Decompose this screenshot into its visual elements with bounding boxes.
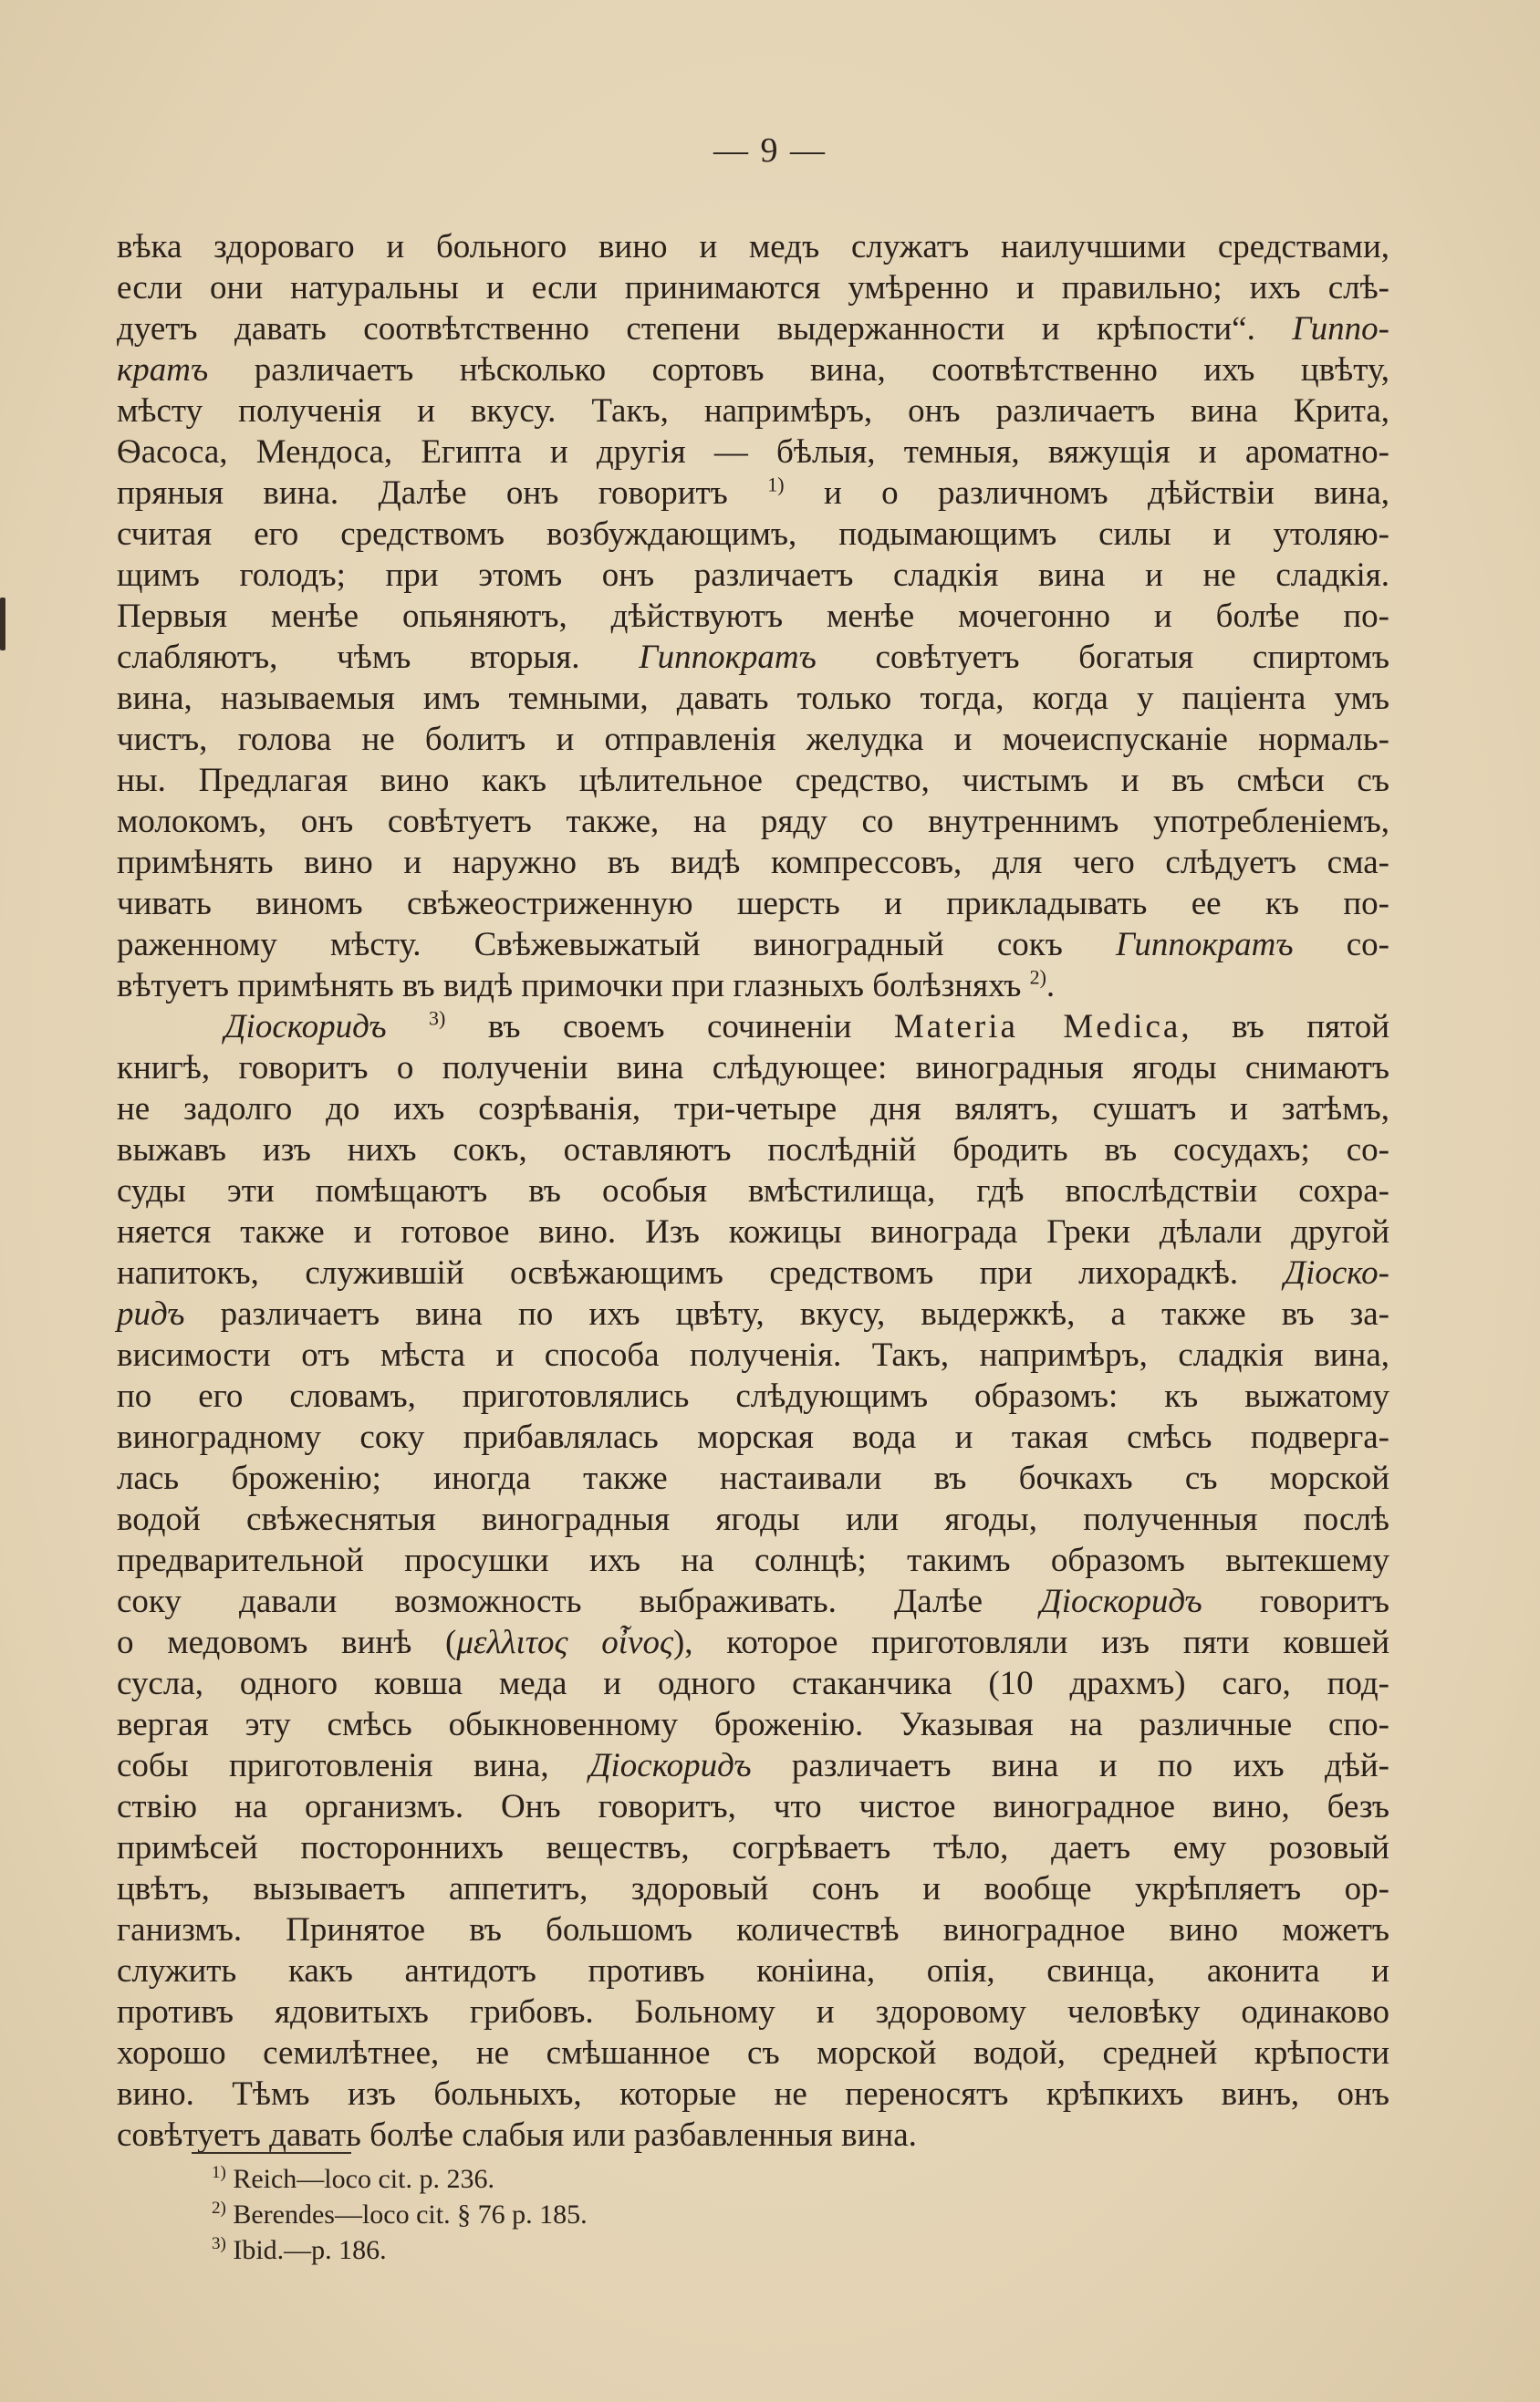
text-line: примѣнять вино и наружно въ видѣ компрессовъ, для чего слѣдуетъ сма- [117,844,1389,881]
text-line: хорошо семилѣтнее, не смѣшанное съ морской водой, средней крѣпости [117,2034,1389,2072]
margin-mark [0,598,5,650]
text-line: о медовомъ винѣ (μελλιτος οἶνος), которое приготовляли изъ пяти ковшей [117,1624,1389,1661]
footnote-mark: 2) [212,2199,226,2218]
author-name: Діоскоридъ [1040,1583,1202,1620]
text-line: если они натуральны и если принимаются умѣренно и правильно; ихъ слѣ- [117,269,1389,307]
footnote: $^{1)}$ Reich—loco cit. p. 236. [212,2163,494,2194]
text-line: вино. Тѣмъ изъ больныхъ, которые не переносятъ крѣпкихъ винъ, онъ [117,2075,1389,2113]
text-line: суды эти помѣщаютъ въ особыя вмѣстилища, гдѣ впослѣдствіи сохра- [117,1172,1389,1210]
text-line: цвѣтъ, вызываетъ аппетитъ, здоровый сонъ и вообще укрѣпляетъ ор- [117,1870,1389,1908]
text-line: напитокъ, служившій освѣжающимъ средствомъ при лихорадкѣ. Діоско- [117,1254,1389,1292]
page-number: — 9 — [713,131,827,170]
footnote: $^{3)}$ Ibid.—p. 186. [212,2234,387,2265]
greek-phrase: μελλιτος οἶνος [456,1624,673,1661]
text-line: дуетъ давать соотвѣтственно степени выдержанности и крѣпости“. Гиппо- [117,310,1389,348]
text-line: книгѣ, говоритъ о полученіи вина слѣдующее: виноградныя ягоды снимаютъ [117,1049,1389,1087]
text-line: слабляютъ, чѣмъ вторыя. Гиппократъ совѣтуетъ богатыя спиртомъ [117,639,1389,676]
text-line: выжавъ изъ нихъ сокъ, оставляютъ послѣдній бродить въ сосудахъ; со- [117,1131,1389,1169]
author-name: Діоскоридъ [224,1008,387,1045]
text-line: виноградному соку прибавлялась морская вода и такая смѣсь подверга- [117,1419,1389,1456]
text-line: вина, называемыя имъ темными, давать только тогда, когда у паціента умъ [117,680,1389,717]
text-line: кратъ различаетъ нѣсколько сортовъ вина, соотвѣтственно ихъ цвѣту, [117,351,1389,389]
text-line: няется также и готовое вино. Изъ кожицы винограда Греки дѣлали другой [117,1213,1389,1251]
text-line: Ѳасоса, Мендоса, Египта и другія — бѣлыя, темныя, вяжущія и ароматно- [117,433,1389,471]
text-line: чивать виномъ свѣжеостриженную шерсть и прикладывать ее къ по- [117,885,1389,922]
text-line: считая его средствомъ возбуждающимъ, подымающимъ силы и утоляю- [117,515,1389,553]
text-line: вѣка здороваго и больного вино и медъ служатъ наилучшими средствами, [117,228,1389,265]
text-line: собы приготовленія вина, Діоскоридъ различаетъ вина и по ихъ дѣй- [117,1747,1389,1784]
text-line: молокомъ, онъ совѣтуетъ также, на ряду со внутреннимъ употребленіемъ, [117,803,1389,840]
text-line: чистъ, голова не болитъ и отправленія желудка и мочеиспусканіе нормаль- [117,721,1389,758]
footnote-divider [192,2152,351,2154]
text-line: висимости отъ мѣста и способа полученія. Такъ, напримѣръ, сладкія вина, [117,1336,1389,1374]
author-name: Гиппократъ [1116,926,1294,963]
author-name: Гиппо- [1292,310,1389,348]
author-name: кратъ [117,351,209,389]
author-name: Діоскоридъ [588,1747,752,1784]
text-line: совѣтуетъ давать болѣе слабыя или разбавленныя вина. [117,2116,917,2154]
author-name: Діоско- [1284,1254,1389,1292]
footnote-mark: 1) [212,2163,226,2182]
text-line: водой свѣжеснятыя виноградныя ягоды или ягоды, полученныя послѣ [117,1501,1389,1538]
text-line: противъ ядовитыхъ грибовъ. Больному и здоровому человѣку одинаково [117,1993,1389,2031]
text-line: служить какъ антидотъ противъ коніина, опія, свинца, аконита и [117,1952,1389,1990]
text-line: вергая эту смѣсь обыкновенному броженію. Указывая на различные спо- [117,1706,1389,1743]
text-line: лась броженію; иногда также настаивали въ бочкахъ съ морской [117,1460,1389,1497]
author-name: Гиппократъ [639,639,817,676]
footnote-ref: 1) [767,473,785,496]
main-text [117,226,1389,2156]
text-line: ны. Предлагая вино какъ цѣлительное средство, чистымъ и въ смѣси съ [117,762,1389,799]
text-line: предварительной просушки ихъ на солнцѣ; такимъ образомъ вытекшему [117,1542,1389,1579]
text-line: Первыя менѣе опьяняютъ, дѣйствуютъ менѣе мочегонно и болѣе по- [117,598,1389,635]
text-line: примѣсей постороннихъ веществъ, согрѣваетъ тѣло, даетъ ему розовый [117,1829,1389,1866]
text-line: пряныя вина. Далѣе онъ говоритъ $^{1)}$ и о различномъ дѣйствіи вина, [117,473,1389,512]
footnote-mark: 3) [212,2234,226,2253]
book-title: Materia Medica [893,1008,1181,1045]
text-line: мѣсту полученія и вкусу. Такъ, напримѣръ, онъ различаетъ вина Крита, [117,392,1389,430]
text-line: щимъ голодъ; при этомъ онъ различаетъ сладкія вина и не сладкія. [117,556,1389,594]
footnote-ref: 3) [429,1006,446,1030]
text-line: ствію на организмъ. Онъ говоритъ, что чистое виноградное вино, безъ [117,1788,1389,1825]
text-line: раженному мѣсту. Свѣжевыжатый виноградный сокъ Гиппократъ со- [117,926,1389,963]
footnote: $^{2)}$ Berendes—loco cit. § 76 p. 185. [212,2199,588,2230]
text-line: Діоскоридъ $^{3)}$ въ своемъ сочиненіи Materia Medica, въ пятой [224,1006,1389,1045]
author-name: ридъ [117,1295,185,1333]
text-line: сусла, одного ковша меда и одного стаканчика (10 драхмъ) саго, под- [117,1665,1389,1702]
text-line: по его словамъ, приготовлялись слѣдующимъ образомъ: къ выжатому [117,1378,1389,1415]
footnotes [212,2161,942,2268]
text-line: не задолго до ихъ созрѣванія, три-четыре дня вялятъ, сушатъ и затѣмъ, [117,1090,1389,1128]
text-line: ридъ различаетъ вина по ихъ цвѣту, вкусу, выдержкѣ, а также въ за- [117,1295,1389,1333]
text-line: ганизмъ. Принятое въ большомъ количествѣ виноградное вино можетъ [117,1911,1389,1949]
text-line: вѣтуетъ примѣнять въ видѣ примочки при глазныхъ болѣзняхъ $^{2)}$. [117,965,1056,1004]
text-line: соку давали возможность выбраживать. Далѣе Діоскоридъ говоритъ [117,1583,1389,1620]
footnote-ref: 2) [1029,965,1046,989]
